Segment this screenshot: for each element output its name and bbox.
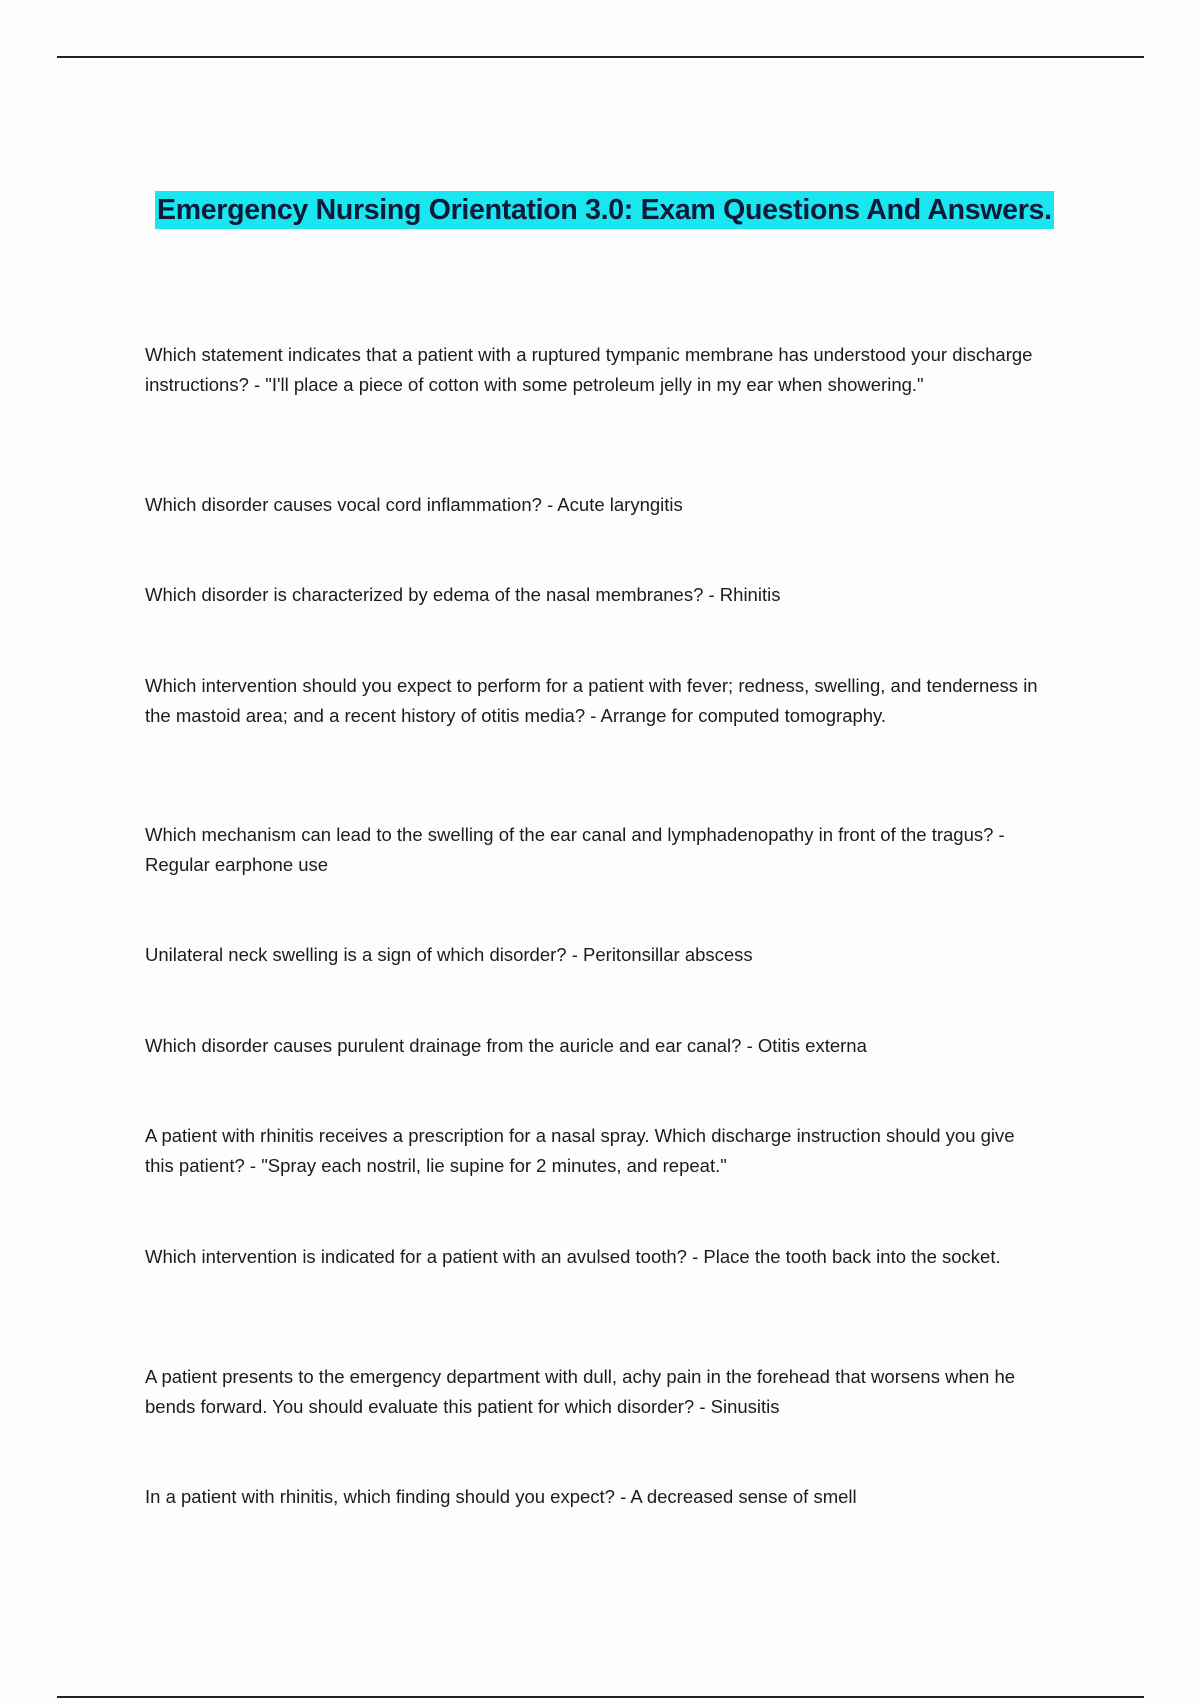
qa-item-5: Which mechanism can lead to the swelling of the ear canal and lymphadenopathy in front of the tragus? - Regular earphone use xyxy=(145,824,1005,875)
document-title: Emergency Nursing Orientation 3.0: Exam Questions And Answers. xyxy=(155,191,1054,229)
qa-item-7: Which disorder causes purulent drainage from the auricle and ear canal? - Otitis externa xyxy=(145,1035,867,1056)
footer-rule xyxy=(57,1696,1144,1698)
qa-item-10: A patient presents to the emergency department with dull, achy pain in the forehead that worsens when he bends forward. You should evaluate this patient for which disorder? - Sinusitis xyxy=(145,1366,1016,1417)
qa-item-3: Which disorder is characterized by edema of the nasal membranes? - Rhinitis xyxy=(145,584,781,605)
qa-item-6: Unilateral neck swelling is a sign of which disorder? - Peritonsillar abscess xyxy=(145,944,753,965)
qa-item-2: Which disorder causes vocal cord inflammation? - Acute laryngitis xyxy=(145,494,683,515)
qa-item-1: Which statement indicates that a patient with a ruptured tympanic membrane has understood your discharge instructions? - "I'll place a piece of cotton with some petroleum jelly in my ear when showering." xyxy=(145,344,1033,395)
title-block xyxy=(155,191,1052,229)
qa-item-9: Which intervention is indicated for a patient with an avulsed tooth? - Place the tooth back into the socket. xyxy=(145,1246,1001,1267)
qa-item-11: In a patient with rhinitis, which finding should you expect? - A decreased sense of smell xyxy=(145,1486,857,1507)
header-rule xyxy=(57,56,1144,58)
qa-item-4: Which intervention should you expect to perform for a patient with fever; redness, swelling, and tenderness in the mastoid area; and a recent history of otitis media? - Arrange for computed tomography. xyxy=(145,675,1038,726)
qa-item-8: A patient with rhinitis receives a prescription for a nasal spray. Which discharge instruction should you give this patient? - "Spray each nostril, lie supine for 2 minutes, and repeat." xyxy=(145,1125,1015,1176)
